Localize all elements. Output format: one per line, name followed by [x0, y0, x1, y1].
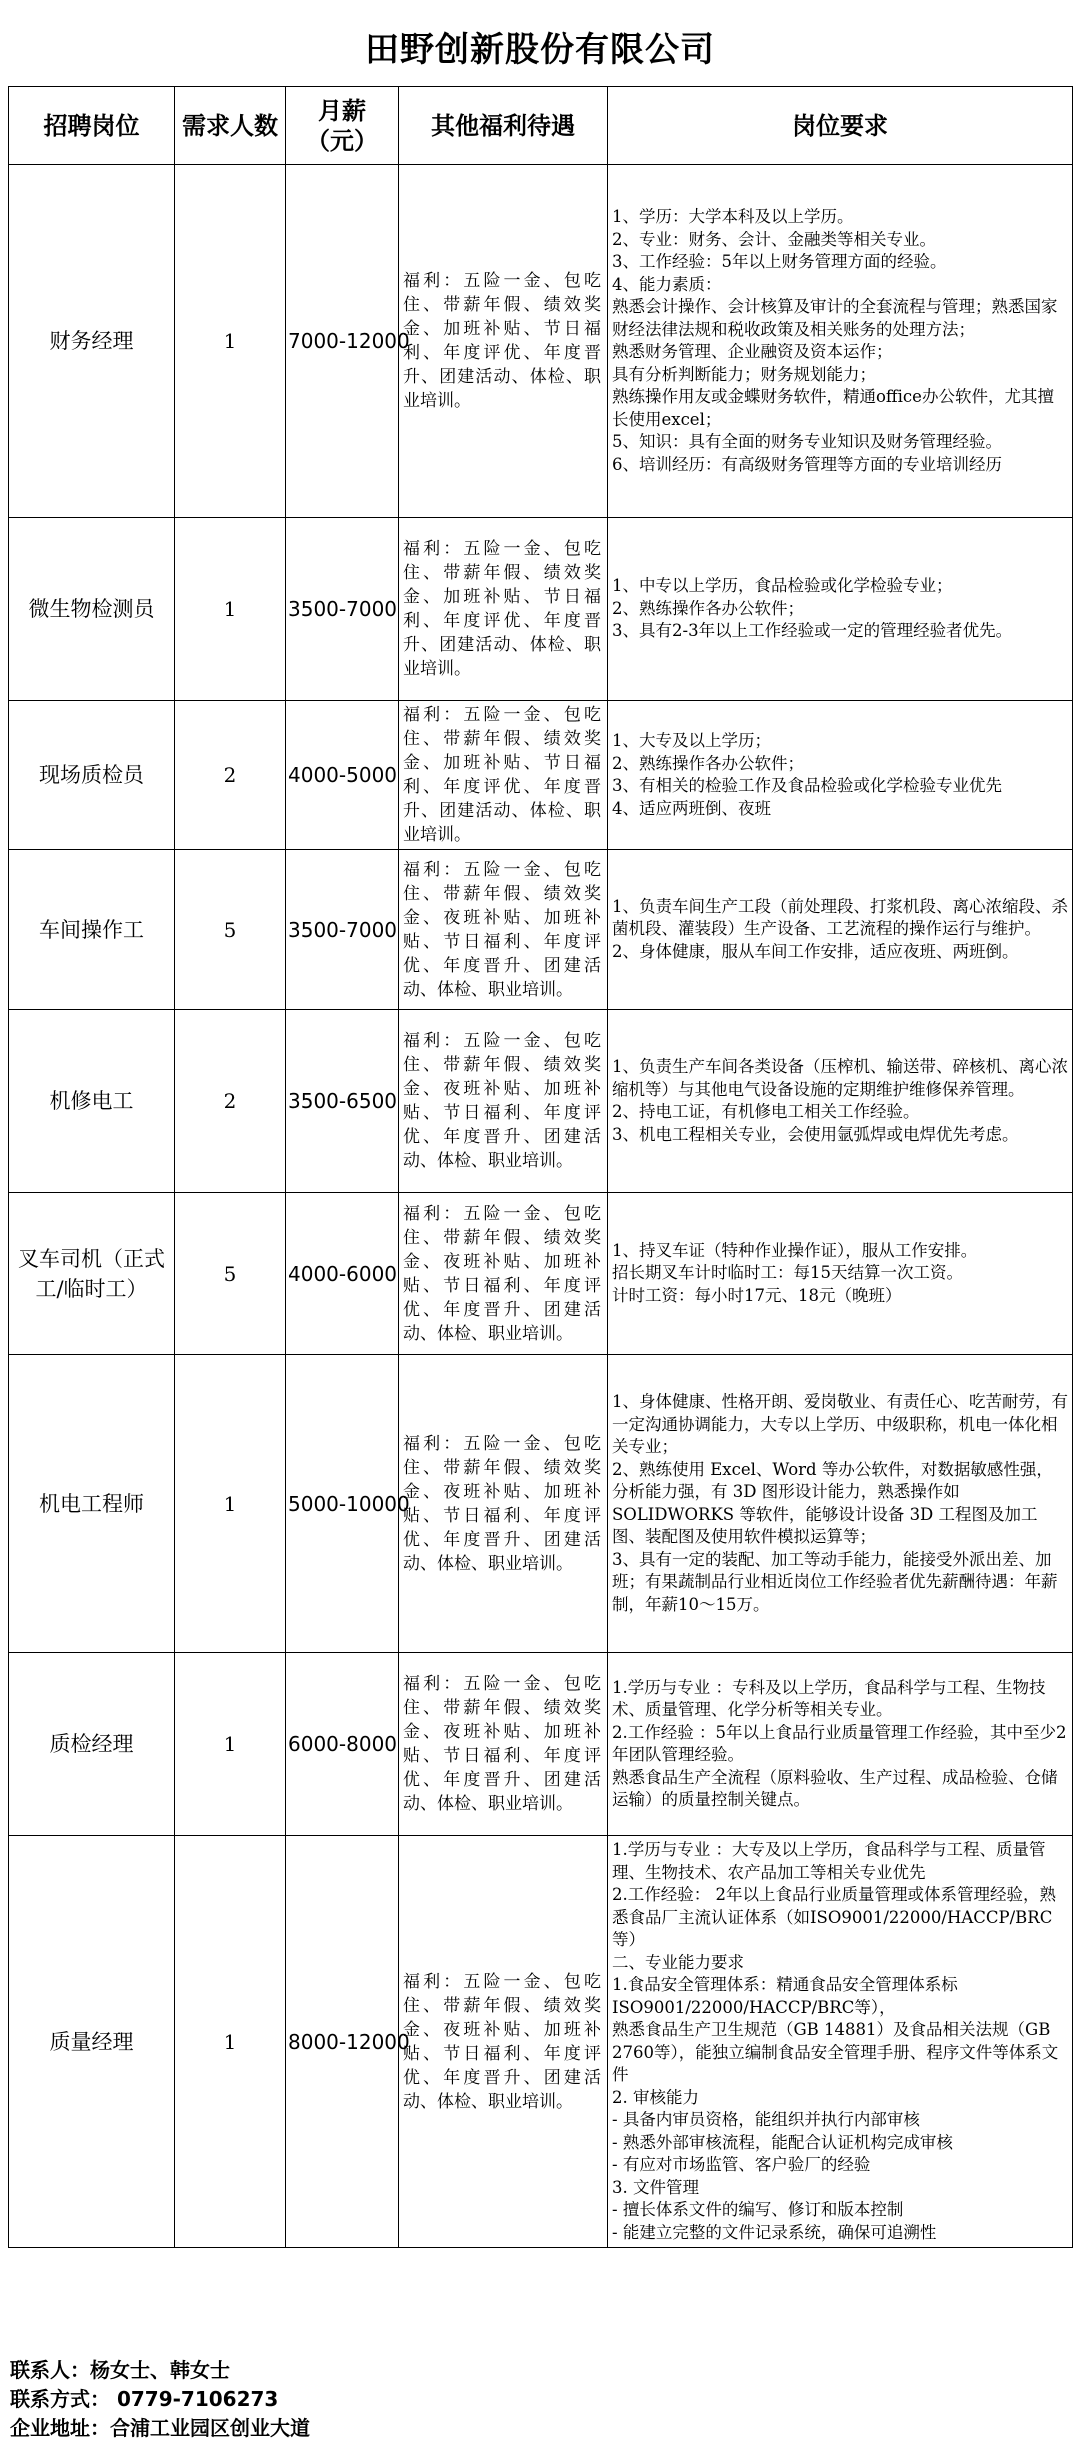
requirement-line: 招长期叉车计时临时工：每15天结算一次工资。	[612, 1263, 963, 1283]
company-address: 企业地址：合浦工业园区创业大道	[10, 2416, 310, 2440]
table-row	[9, 1355, 1073, 1653]
job-position: 现场质检员	[9, 701, 175, 850]
job-count: 1	[175, 518, 286, 701]
job-salary: 6000-8000	[286, 1653, 399, 1836]
requirement-line: 2.工作经验 ：5年以上食品行业质量管理工作经验，其中至少2年团队管理经验。	[612, 1722, 1067, 1764]
requirement-line: 熟练操作用友或金蝶财务软件，精通office办公软件，尤其擅长使用excel；	[612, 387, 1054, 429]
requirement-line: 3、工作经验：5年以上财务管理方面的经验。	[612, 252, 947, 271]
requirement-line: 1、学历：大学本科及以上学历。	[612, 207, 854, 226]
requirement-line: 1.学历与专业 ：大专及以上学历，食品科学与工程、质量管理、生物技术、农产品加工等相关专业优先	[612, 1840, 1046, 1882]
table-row	[9, 1836, 1073, 2248]
job-position: 质检经理	[9, 1653, 175, 1836]
requirement-line: 3、有相关的检验工作及食品检验或化学检验专业优先	[612, 776, 1002, 795]
requirement-line: 3、机电工程相关专业，会使用氩弧焊或电焊优先考虑。	[612, 1124, 1019, 1144]
requirement-line: 1、负责车间生产工段（前处理段、打浆机段、离心浓缩段、杀菌机段、灌装段）生产设备、工艺流程的操作运行与维护。	[612, 896, 1068, 939]
requirement-line: - 能建立完整的文件记录系统，确保可追溯性	[612, 2222, 937, 2242]
job-salary: 4000-5000	[286, 701, 399, 850]
requirement-line: 二、专业能力要求	[612, 1952, 744, 1972]
requirement-line: 1、持叉车证（特种作业操作证），服从工作安排。	[612, 1240, 978, 1260]
requirement-line: 熟悉食品生产卫生规范（GB 14881）及食品相关法规（GB 2760等），能独立编制食品安全管理手册、程序文件等体系文件	[612, 2020, 1059, 2084]
requirement-line: 熟悉食品生产全流程（原料验收、生产过程、成品检验、仓储运输）的质量控制关键点。	[612, 1767, 1058, 1809]
job-requirements	[608, 1010, 1073, 1193]
job-benefits: 福利：五险一金、包吃住、带薪年假、绩效奖金、夜班补贴、加班补贴、节日福利、年度评优、年度晋升、团建活动、体检、职业培训。	[399, 850, 608, 1010]
requirement-line: - 擅长体系文件的编写、修订和版本控制	[612, 2200, 904, 2219]
job-benefits: 福利：五险一金、包吃住、带薪年假、绩效奖金、夜班补贴、加班补贴、节日福利、年度评优、年度晋升、团建活动、体检、职业培训。	[399, 1193, 608, 1355]
requirement-line: 2、专业：财务、会计、金融类等相关专业。	[612, 229, 936, 249]
job-position: 财务经理	[9, 165, 175, 518]
job-count: 1	[175, 165, 286, 518]
header-requirements: 岗位要求	[608, 87, 1073, 165]
page-title: 田野创新股份有限公司	[365, 30, 715, 70]
job-count: 1	[175, 1836, 286, 2248]
job-salary: 5000-10000	[286, 1355, 399, 1653]
table-row	[9, 1653, 1073, 1836]
job-benefits: 福利：五险一金、包吃住、带薪年假、绩效奖金、加班补贴、节日福利、年度评优、年度晋升、团建活动、体检、职业培训。	[399, 701, 608, 850]
contact-person: 联系人：杨女士、韩女士	[10, 2358, 230, 2382]
requirement-line: - 熟悉外部审核流程，能配合认证机构完成审核	[612, 2132, 953, 2152]
requirement-line: 3、具有2-3年以上工作经验或一定的管理经验者优先。	[612, 621, 1013, 641]
table-row	[9, 165, 1073, 518]
job-salary: 8000-12000	[286, 1836, 399, 2248]
job-requirements	[608, 1836, 1073, 2248]
job-benefits: 福利：五险一金、包吃住、带薪年假、绩效奖金、加班补贴、节日福利、年度评优、年度晋升、团建活动、体检、职业培训。	[399, 165, 608, 518]
job-benefits: 福利：五险一金、包吃住、带薪年假、绩效奖金、夜班补贴、加班补贴、节日福利、年度评优、年度晋升、团建活动、体检、职业培训。	[399, 1355, 608, 1653]
header-salary: 月薪（元）	[286, 87, 399, 165]
job-position: 质量经理	[9, 1836, 175, 2248]
requirement-line: 2. 审核能力	[612, 2087, 699, 2107]
contact-phone: 联系方式： 0779-7106273	[10, 2387, 279, 2411]
requirement-line: - 有应对市场监管、客户验厂的经验	[612, 2155, 871, 2174]
table-row	[9, 1193, 1073, 1355]
job-position: 微生物检测员	[9, 518, 175, 701]
job-requirements	[608, 1653, 1073, 1836]
requirement-line: 2、身体健康，服从车间工作安排，适应夜班、两班倒。	[612, 941, 1019, 961]
job-position: 叉车司机（正式工/临时工）	[9, 1193, 175, 1355]
job-count: 1	[175, 1355, 286, 1653]
job-salary: 3500-7000	[286, 518, 399, 701]
job-position: 机电工程师	[9, 1355, 175, 1653]
job-position: 车间操作工	[9, 850, 175, 1010]
requirement-line: 6、培训经历：有高级财务管理等方面的专业培训经历	[612, 454, 1002, 474]
contact-info	[10, 2356, 310, 2443]
job-requirements	[608, 165, 1073, 518]
requirement-line: 2、熟练操作各办公软件；	[612, 753, 804, 773]
requirement-line: 计时工资：每小时17元、18元（晚班）	[612, 1285, 902, 1305]
requirement-line: 5、知识：具有全面的财务专业知识及财务管理经验。	[612, 432, 1002, 451]
job-benefits: 福利：五险一金、包吃住、带薪年假、绩效奖金、夜班补贴、加班补贴、节日福利、年度评优、年度晋升、团建活动、体检、职业培训。	[399, 1653, 608, 1836]
header-count: 需求人数	[175, 87, 286, 165]
job-benefits: 福利：五险一金、包吃住、带薪年假、绩效奖金、夜班补贴、加班补贴、节日福利、年度评优、年度晋升、团建活动、体检、职业培训。	[399, 1836, 608, 2248]
requirement-line: 2、熟练使用 Excel、Word 等办公软件，对数据敏感性强，分析能力强，有 3D 图形设计能力，熟悉操作如SOLIDWORKS 等软件，能够设计设备 3D 工程图及加工图、装配图及使用软件模拟运算等；	[612, 1459, 1053, 1546]
job-position: 机修电工	[9, 1010, 175, 1193]
job-count: 5	[175, 850, 286, 1010]
job-benefits: 福利：五险一金、包吃住、带薪年假、绩效奖金、加班补贴、节日福利、年度评优、年度晋升、团建活动、体检、职业培训。	[399, 518, 608, 701]
recruitment-table	[8, 86, 1073, 2248]
job-count: 2	[175, 701, 286, 850]
table-header-row	[9, 87, 1073, 165]
job-requirements	[608, 850, 1073, 1010]
table-row	[9, 701, 1073, 850]
job-salary: 4000-6000	[286, 1193, 399, 1355]
job-count: 5	[175, 1193, 286, 1355]
requirement-line: 2、持电工证，有机修电工相关工作经验。	[612, 1102, 920, 1121]
job-salary: 7000-12000	[286, 165, 399, 518]
table-row	[9, 518, 1073, 701]
job-requirements	[608, 701, 1073, 850]
job-requirements	[608, 1193, 1073, 1355]
table-row	[9, 1010, 1073, 1193]
requirement-line: 熟悉会计操作、会计核算及审计的全套流程与管理；熟悉国家财经法律法规和税收政策及相关账务的处理方法；	[612, 297, 1058, 339]
requirement-line: 2、熟练操作各办公软件；	[612, 598, 804, 618]
job-requirements	[608, 1355, 1073, 1653]
job-salary: 3500-7000	[286, 850, 399, 1010]
header-benefits: 其他福利待遇	[399, 87, 608, 165]
requirement-line: 熟悉财务管理、企业融资及资本运作；	[612, 342, 893, 361]
header-position: 招聘岗位	[9, 87, 175, 165]
requirement-line: 1、大专及以上学历；	[612, 731, 771, 750]
requirement-line: 4、适应两班倒、夜班	[612, 798, 771, 818]
requirement-line: 3. 文件管理	[612, 2177, 699, 2197]
requirement-line: - 具备内审员资格，能组织并执行内部审核	[612, 2110, 920, 2129]
requirement-line: 1、中专以上学历，食品检验或化学检验专业；	[612, 576, 953, 596]
requirement-line: 1、负责生产车间各类设备（压榨机、输送带、碎核机、离心浓缩机等）与其他电气设备设施的定期维护维修保养管理。	[612, 1057, 1068, 1099]
requirement-line: 具有分析判断能力；财务规划能力；	[612, 364, 876, 384]
requirement-line: 4、能力素质：	[612, 274, 722, 294]
table-body	[9, 165, 1073, 2248]
job-benefits: 福利：五险一金、包吃住、带薪年假、绩效奖金、夜班补贴、加班补贴、节日福利、年度评优、年度晋升、团建活动、体检、职业培训。	[399, 1010, 608, 1193]
requirement-line: 1.食品安全管理体系：精通食品安全管理体系标ISO9001/22000/HACCP/BRC等），	[612, 1975, 958, 2017]
table-row	[9, 850, 1073, 1010]
job-requirements	[608, 518, 1073, 701]
job-count: 2	[175, 1010, 286, 1193]
requirement-line: 3、具有一定的装配、加工等动手能力，能接受外派出差、加班；有果蔬制品行业相近岗位工作经验者优先薪酬待遇：年薪制，年薪10～15万。	[612, 1549, 1058, 1614]
requirement-line: 1.学历与专业 ：专科及以上学历，食品科学与工程、生物技术、质量管理、化学分析等相关专业。	[612, 1677, 1046, 1719]
requirement-line: 2.工作经验： 2年以上食品行业质量管理或体系管理经验，熟悉食品厂主流认证体系（如ISO9001/22000/HACCP/BRC等）	[612, 1885, 1056, 1949]
requirement-line: 1、身体健康、性格开朗、爱岗敬业、有责任心、吃苦耐劳，有一定沟通协调能力，大专以上学历、中级职称，机电一体化相关专业；	[612, 1392, 1068, 1456]
job-count: 1	[175, 1653, 286, 1836]
job-salary: 3500-6500	[286, 1010, 399, 1193]
